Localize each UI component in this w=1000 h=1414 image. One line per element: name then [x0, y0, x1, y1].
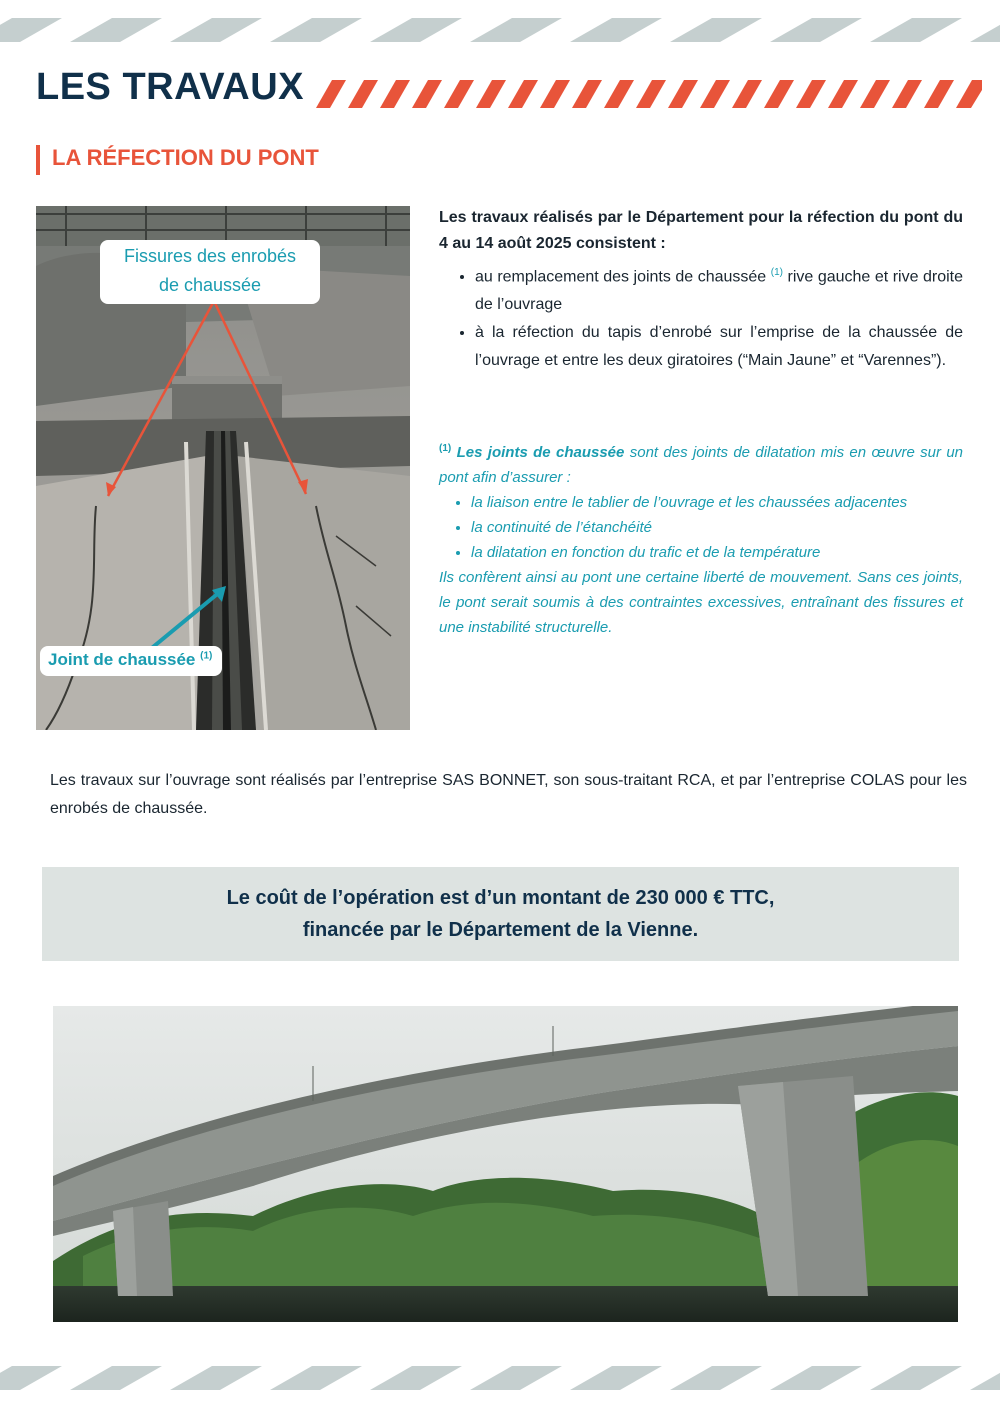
- works-lead: Les travaux réalisés par le Département pour la réfection du pont du 4 au 14 août 2025 consistent :: [439, 209, 963, 252]
- joint-label-footnote-ref: (1): [200, 650, 213, 662]
- top-stripe-band: [0, 18, 1000, 42]
- cracks-label-line1: Fissures des enrobés: [123, 246, 297, 266]
- footnote-list-item: • la continuité de l’étanchéité: [471, 515, 963, 540]
- footnote-definition: $^{(1)}$ Les joints de chaussée sont des joints de dilatation mis en œuvre sur un pont afin d’assurer :: [439, 443, 964, 486]
- joint-label: [40, 646, 222, 676]
- works-list-item: • à la réfection du tapis d’enrobé sur l’emprise de la chaussée de l’ouvrage et entre les deux giratoires (“Main Jaune” et “Varennes”).: [475, 319, 963, 375]
- cost-line-2: financée par le Département de la Vienne.: [302, 919, 699, 941]
- subtitle-accent-bar: [36, 145, 40, 175]
- footnote-list-item: • la dilatation en fonction du trafic et de la température: [471, 540, 963, 565]
- cracks-label-line2: de chaussée: [158, 275, 262, 295]
- joint-footnote: [439, 436, 963, 640]
- section-subtitle: LA RÉFECTION DU PONT: [52, 145, 319, 170]
- works-intro: [439, 205, 963, 375]
- footnote-term: Les joints de chaussée: [456, 444, 625, 461]
- joint-label-text: Joint de chaussée: [48, 650, 196, 669]
- footnote-marker: (1): [439, 443, 452, 454]
- works-list: [439, 259, 963, 375]
- page-title: LES TRAVAUX: [36, 66, 304, 108]
- footnote-conclusion: Ils confèrent ainsi au pont une certaine liberté de mouvement. Sans ces joints, le pont serait soumis à des contraintes excessives, entraînant des fissures et une instabilité structurelle.: [439, 569, 963, 636]
- footnote-list: [439, 490, 963, 565]
- footnote-ref: (1): [770, 267, 783, 278]
- bridge-photo: [53, 1006, 958, 1322]
- cost-callout: [42, 867, 959, 961]
- cracks-label: [100, 240, 320, 304]
- works-list-item: • au remplacement des joints de chaussée $^{(1)}$ rive gauche et rive droite de l’ouvrage: [475, 259, 963, 319]
- title-hazard-stripes: [316, 80, 982, 108]
- contractors-paragraph: Les travaux sur l’ouvrage sont réalisés par l’entreprise SAS BONNET, son sous-traitant RCA, et par l’entreprise COLAS pour les enrobés de chaussée.: [50, 772, 967, 817]
- bottom-stripe-band: [0, 1366, 1000, 1390]
- cost-line-1: Le coût de l’opération est d’un montant de 230 000 € TTC,: [226, 887, 775, 909]
- footnote-list-item: • la liaison entre le tablier de l’ouvrage et les chaussées adjacentes: [471, 490, 963, 515]
